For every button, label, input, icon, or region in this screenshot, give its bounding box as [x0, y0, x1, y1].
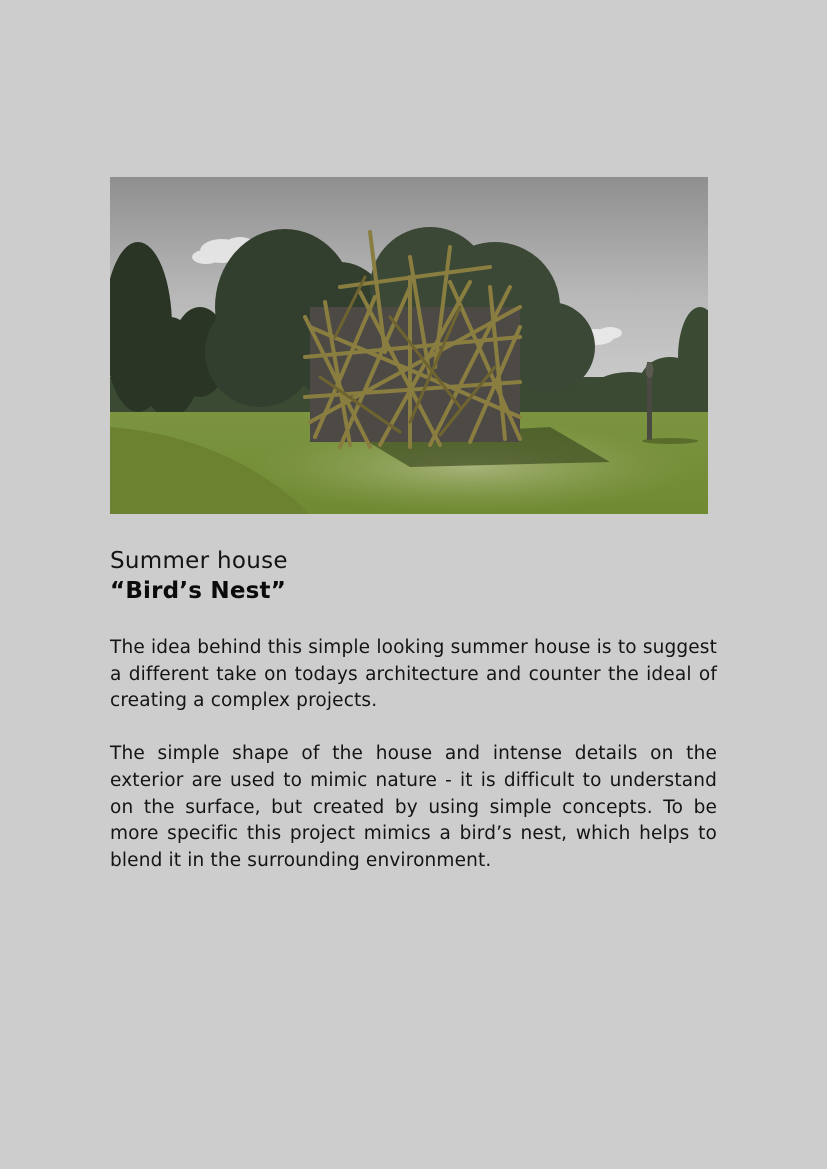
project-title: “Bird’s Nest” — [110, 578, 287, 604]
project-heading — [110, 546, 717, 606]
house-render-illustration — [110, 177, 708, 514]
project-subtitle: Summer house — [110, 548, 288, 574]
description-paragraph-1: The idea behind this simple looking summer house is to suggest a different take on todays architecture and counter the ideal of creating a complex projects. — [110, 637, 717, 712]
description-paragraph-2: The simple shape of the house and intense details on the exterior are used to mimic nature - it is difficult to understand on the surface, but created by using simple concepts. To be more specific this project mimics a bird’s nest, which helps to blend it in the surrounding environment. — [110, 743, 717, 871]
house-render-image — [110, 177, 708, 514]
project-description — [110, 635, 717, 901]
